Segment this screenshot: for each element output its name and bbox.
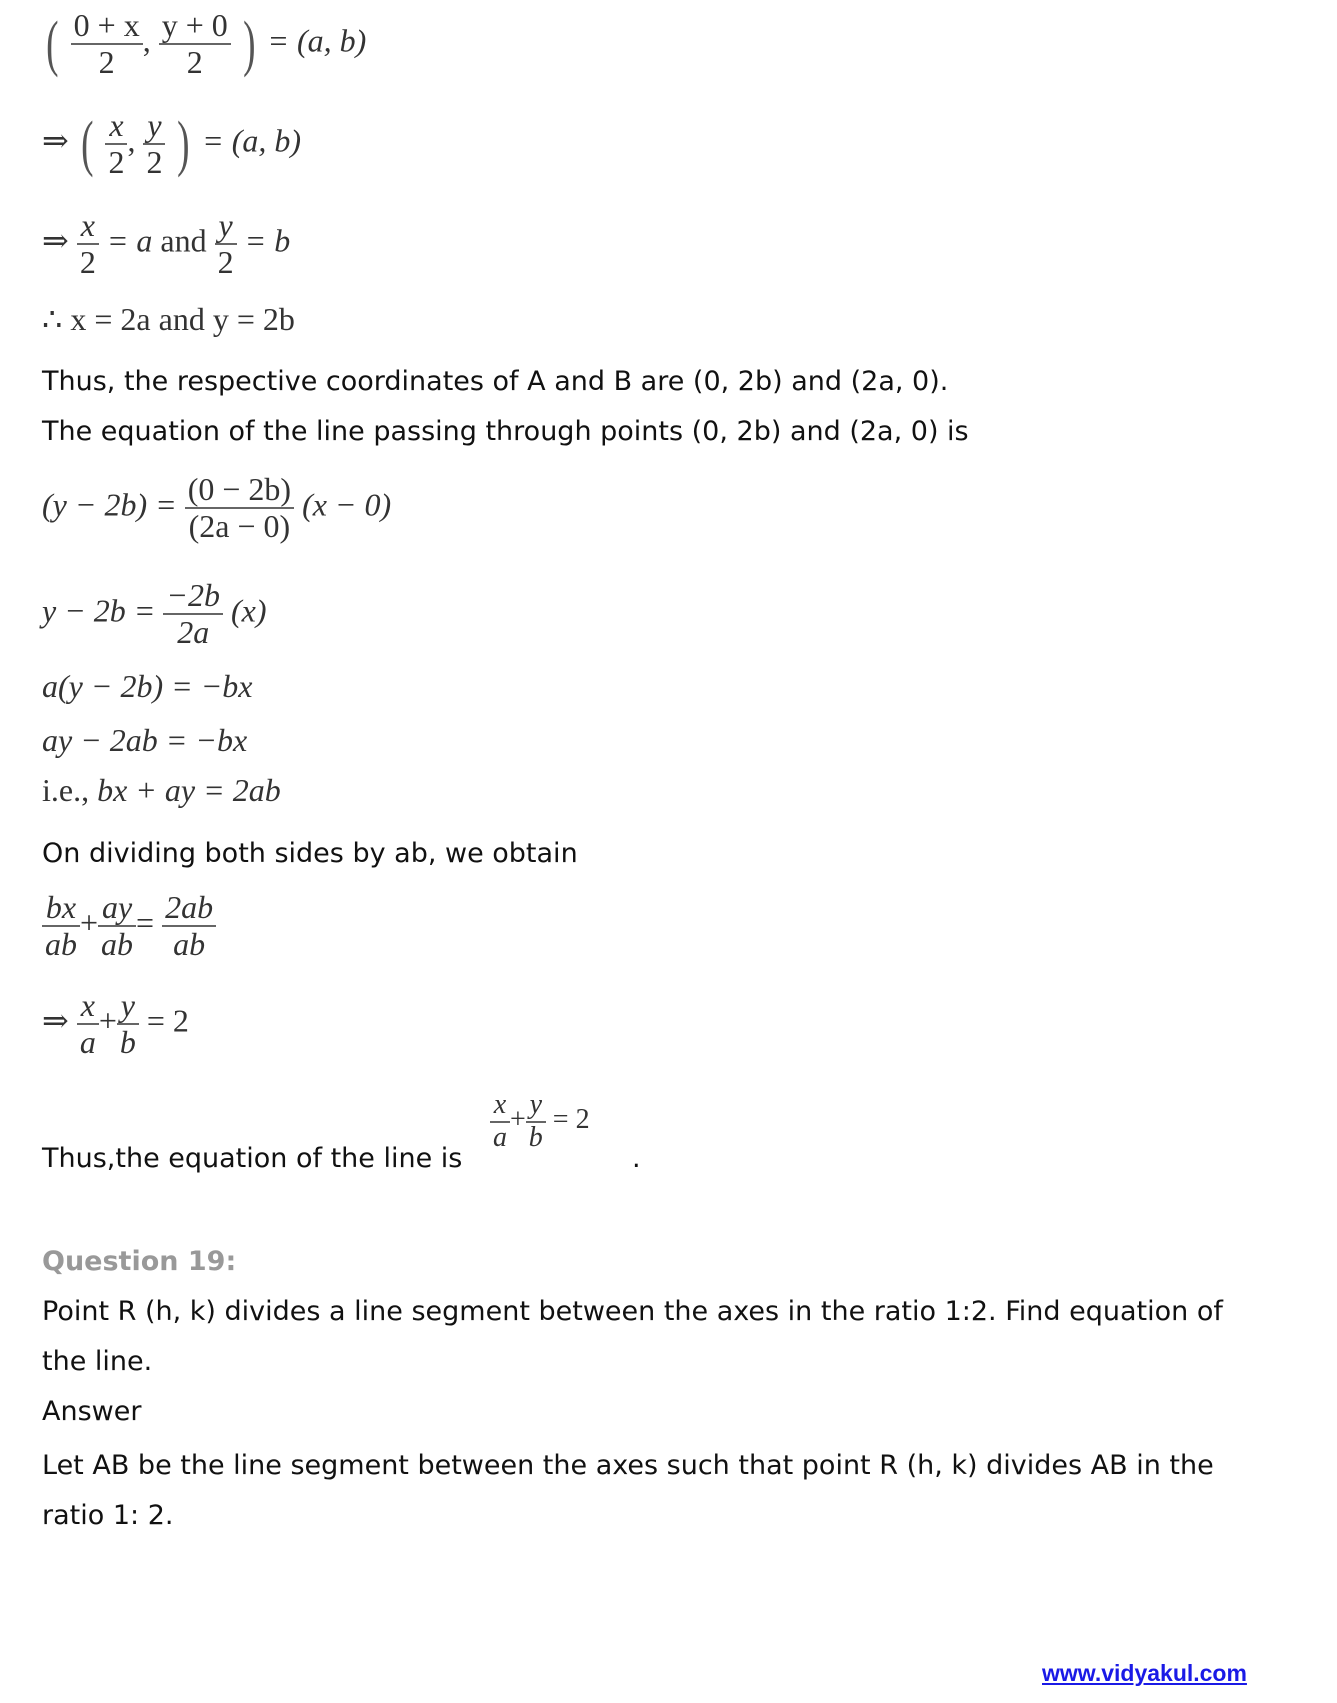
implies-arrow: ⇒ bbox=[42, 222, 69, 259]
numerator: (0 − 2b) bbox=[185, 472, 294, 509]
paren-close: ) bbox=[242, 9, 256, 78]
implies-arrow: ⇒ bbox=[42, 122, 69, 159]
numerator: x bbox=[105, 108, 127, 145]
paren-open: ( bbox=[46, 9, 59, 78]
and-word: and bbox=[160, 222, 207, 259]
paragraph-line-through: The equation of the line passing through points (0, 2b) and (2a, 0) is bbox=[42, 416, 969, 447]
comma: , bbox=[127, 122, 136, 159]
fraction bbox=[77, 988, 99, 1060]
rhs: = 2 bbox=[552, 1104, 590, 1136]
paren-open: ( bbox=[80, 109, 94, 178]
therefore-statement: ∴ x = 2a and y = 2b bbox=[42, 301, 295, 337]
fraction bbox=[71, 8, 143, 80]
numerator: 2ab bbox=[162, 890, 216, 927]
fraction bbox=[490, 1090, 510, 1154]
math-line-two-point-form bbox=[42, 472, 391, 544]
math-line-midpoint bbox=[42, 8, 366, 80]
fraction bbox=[42, 890, 80, 962]
final-period: . bbox=[632, 1143, 641, 1174]
denominator: ab bbox=[173, 926, 206, 963]
denominator: 2a bbox=[177, 614, 210, 651]
denominator: 2 bbox=[108, 144, 125, 181]
denominator: 2 bbox=[186, 44, 203, 81]
math-line-result bbox=[42, 988, 189, 1060]
final-text: Thus,the equation of the line is bbox=[42, 1143, 463, 1174]
denominator: a bbox=[493, 1121, 507, 1153]
fraction bbox=[163, 578, 223, 650]
numerator: x bbox=[77, 988, 99, 1025]
equals-a: = a bbox=[106, 222, 153, 259]
numerator: bx bbox=[42, 890, 80, 927]
fraction bbox=[98, 890, 136, 962]
numerator: y bbox=[526, 1090, 546, 1123]
fraction bbox=[77, 208, 99, 280]
math-line-slope bbox=[42, 578, 267, 650]
denominator: 2 bbox=[79, 244, 96, 281]
answer-line-2: ratio 1: 2. bbox=[42, 1500, 174, 1531]
paragraph-coordinates: Thus, the respective coordinates of A and B are (0, 2b) and (2a, 0). bbox=[42, 366, 949, 397]
fraction bbox=[159, 8, 231, 80]
denominator: 2 bbox=[217, 244, 234, 281]
comma: , bbox=[142, 22, 151, 59]
fraction bbox=[215, 208, 237, 280]
denominator: b bbox=[119, 1024, 136, 1061]
numerator: x bbox=[490, 1090, 510, 1123]
equation: bx + ay = 2ab bbox=[97, 772, 281, 808]
denominator: ab bbox=[101, 926, 134, 963]
math-line-simplified bbox=[42, 108, 301, 180]
plus: + bbox=[80, 904, 99, 941]
numerator: y bbox=[215, 208, 237, 245]
numerator: y bbox=[143, 108, 165, 145]
denominator: 2 bbox=[146, 144, 163, 181]
equals: = bbox=[136, 904, 155, 941]
plus: + bbox=[98, 1002, 117, 1039]
rhs: (x) bbox=[230, 592, 267, 629]
fraction bbox=[105, 108, 127, 180]
question-line-2: the line. bbox=[42, 1346, 153, 1377]
denominator: b bbox=[528, 1121, 543, 1153]
fraction bbox=[117, 988, 139, 1060]
ie-prefix: i.e., bbox=[42, 772, 90, 808]
vidyakul-link[interactable]: www.vidyakul.com bbox=[1042, 1660, 1247, 1686]
fraction bbox=[162, 890, 216, 962]
denominator: a bbox=[79, 1024, 96, 1061]
paren-close: ) bbox=[177, 109, 190, 178]
numerator: y + 0 bbox=[159, 8, 231, 45]
answer-label: Answer bbox=[42, 1396, 142, 1427]
answer-line-1: Let AB be the line segment between the axes such that point R (h, k) divides AB in the bbox=[42, 1450, 1214, 1481]
paragraph-dividing: On dividing both sides by ab, we obtain bbox=[42, 838, 578, 869]
denominator: (2a − 0) bbox=[188, 508, 291, 545]
denominator: ab bbox=[45, 926, 77, 963]
math-line-divided bbox=[42, 890, 216, 962]
numerator: ay bbox=[98, 890, 136, 927]
rhs: = 2 bbox=[146, 1002, 189, 1039]
fraction bbox=[185, 472, 294, 544]
question-line-1: Point R (h, k) divides a line segment between the axes in the ratio 1:2. Find equation of bbox=[42, 1296, 1223, 1327]
final-equation bbox=[490, 1090, 590, 1154]
rhs: = (a, b) bbox=[267, 22, 367, 59]
numerator: −2b bbox=[163, 578, 223, 615]
math-line-therefore bbox=[42, 300, 295, 338]
paragraph-final-equation bbox=[42, 1143, 462, 1174]
numerator: y bbox=[117, 988, 139, 1025]
plus: + bbox=[510, 1104, 526, 1136]
rhs: = (a, b) bbox=[202, 122, 302, 159]
implies-arrow: ⇒ bbox=[42, 1002, 69, 1039]
rhs: (x − 0) bbox=[302, 486, 392, 523]
math-line-eq3: a(y − 2b) = −bx bbox=[42, 668, 253, 704]
fraction bbox=[143, 108, 165, 180]
math-line-eq4: ay − 2ab = −bx bbox=[42, 722, 248, 758]
math-line-eq5 bbox=[42, 772, 281, 809]
fraction bbox=[526, 1090, 546, 1154]
lhs: (y − 2b) = bbox=[42, 486, 177, 523]
numerator: 0 + x bbox=[71, 8, 143, 45]
math-line-components bbox=[42, 208, 290, 280]
denominator: 2 bbox=[98, 44, 115, 81]
numerator: x bbox=[77, 208, 99, 245]
question-title: Question 19: bbox=[42, 1246, 237, 1277]
equals-b: = b bbox=[244, 222, 291, 259]
lhs: y − 2b = bbox=[42, 592, 156, 629]
